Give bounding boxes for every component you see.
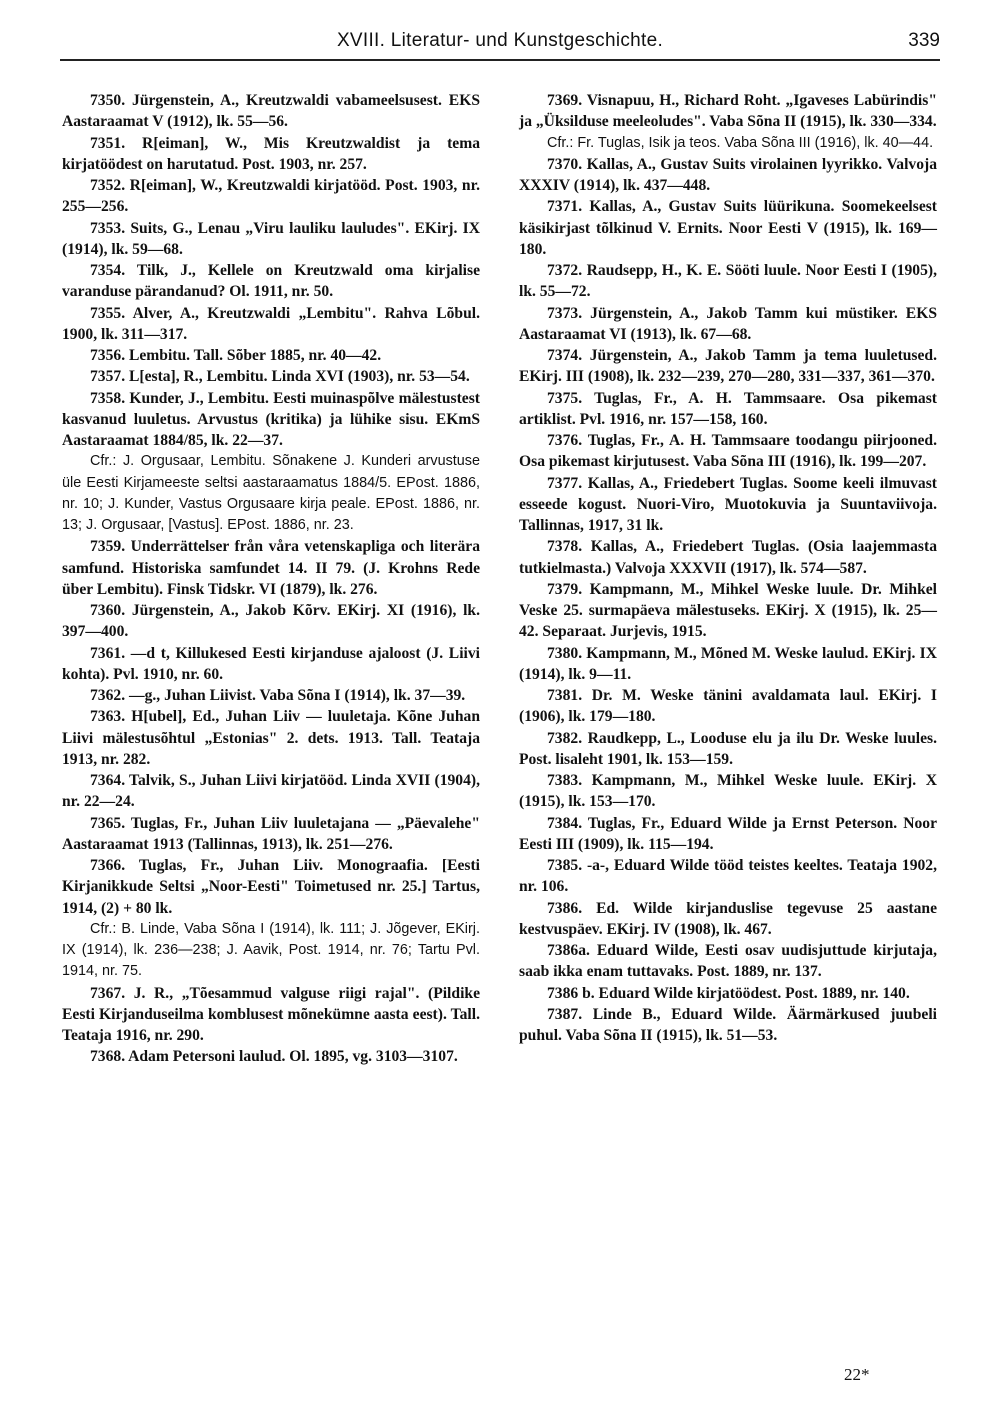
- bibliography-entry: 7386. Ed. Wilde kirjanduslise tegevuse 25 aastane kestvuspäev. EKirj. IV (1908), lk. 467.: [519, 899, 937, 938]
- bibliography-entry: 7374. Jürgenstein, A., Jakob Tamm ja tema luuletused. EKirj. III (1908), lk. 232—239, 270—280, 331—337, 361—370.: [519, 347, 937, 386]
- bibliography-entry: 7386 b. Eduard Wilde kirjatöödest. Post. 1889, nr. 140.: [547, 984, 910, 1002]
- bibliography-entry: 7383. Kampmann, M., Mihkel Weske luule. EKirj. X (1915), lk. 153—170.: [519, 772, 937, 811]
- bibliography-entry: 7360. Jürgenstein, A., Jakob Kõrv. EKirj. XI (1916), lk. 397—400.: [62, 602, 480, 641]
- bibliography-entry: 7385. -a-, Eduard Wilde tööd teistes keeltes. Teataja 1902, nr. 106.: [519, 857, 937, 896]
- bibliography-entry: 7373. Jürgenstein, A., Jakob Tamm kui müstiker. EKS Aastaraamat VI (1913), lk. 67—68.: [519, 304, 937, 343]
- bibliography-entry: 7380. Kampmann, M., Mõned M. Weske laulud. EKirj. IX (1914), lk. 9—11.: [519, 644, 937, 683]
- bibliography-entry: 7376. Tuglas, Fr., A. H. Tammsaare toodangu piirjooned. Osa pikemast kirjutusest. Vaba Sõna III (1916), lk. 199—207.: [519, 432, 937, 471]
- bibliography-entry: 7365. Tuglas, Fr., Juhan Liiv luuletajana — „Päevalehe" Aastaraamat 1913 (Tallinnas, 1913), lk. 251—276.: [62, 814, 480, 853]
- bibliography-entry: 7375. Tuglas, Fr., A. H. Tammsaare. Osa pikemast artiklist. Pvl. 1916, nr. 157—158, 160.: [519, 389, 937, 428]
- bibliography-entry: 7378. Kallas, A., Friedebert Tuglas. (Osia laajemmasta tutkielmasta.) Valvoja XXXVII (1917), lk. 574—587.: [519, 538, 937, 577]
- bibliography-entry: 7350. Jürgenstein, A., Kreutzwaldi vabameelsusest. EKS Aastaraamat V (1912), lk. 55—56.: [62, 92, 480, 131]
- header-rule: [60, 59, 940, 61]
- bibliography-entry: 7358. Kunder, J., Lembitu. Eesti muinaspõlve mälestustest kasvanud luuletus. Arvustus (kritika) ja lühike sisu. EKmS Aastaraamat 1884/85, lk. 22—37.: [62, 389, 480, 449]
- page-header: [60, 26, 940, 58]
- bibliography-entry: 7356. Lembitu. Tall. Sõber 1885, nr. 40—42.: [90, 347, 382, 364]
- bibliography-entry: 7386a. Eduard Wilde, Eesti osav uudisjuttude kirjutaja, saab ikka enam tuttavaks. Post. 1889, nr. 137.: [519, 942, 937, 981]
- bibliography-entry: 7357. L[esta], R., Lembitu. Linda XVI (1903), nr. 53—54.: [90, 368, 470, 386]
- bibliography-entry: 7366. Tuglas, Fr., Juhan Liiv. Monograafia. [Eesti Kirjanikkude Seltsi „Noor-Eesti" Toimetused nr. 25.] Tartus, 1914, (2) + 80 lk.: [62, 857, 480, 917]
- bibliography-entry: 7352. R[eiman], W., Kreutzwaldi kirjatööd. Post. 1903, nr. 255—256.: [62, 177, 480, 216]
- bibliography-entry: 7361. —d t, Killukesed Eesti kirjanduse ajaloost (J. Liivi kohta). Pvl. 1910, nr. 60.: [62, 644, 480, 683]
- bibliography-entry: 7364. Talvik, S., Juhan Liivi kirjatööd. Linda XVII (1904), nr. 22—24.: [62, 772, 480, 811]
- bibliography-entry: 7384. Tuglas, Fr., Eduard Wilde ja Ernst Peterson. Noor Eesti III (1909), lk. 115—194.: [519, 814, 937, 853]
- bibliography-entry: 7368. Adam Petersoni laulud. Ol. 1895, vg. 3103—3107.: [90, 1048, 458, 1066]
- bibliography-entry: 7353. Suits, G., Lenau „Viru lauliku lauludes". EKirj. IX (1914), lk. 59—68.: [62, 219, 480, 258]
- page-number: 339: [908, 30, 940, 51]
- cross-reference-note: Cfr.: J. Orgusaar, Lembitu. Sõnakene J. Kunderi arvustuse üle Eesti Kirjameeste seltsi aastaraamatus 1884/5. EPost. 1886, nr. 10; J. Kunder, Vastus Orgusaare kirja peale. EPost. 1886, nr. 13; J. Orgusaar, [Vastus]. EPost. 1886, nr. 23.: [62, 453, 480, 533]
- bibliography-entry: 7377. Kallas, A., Friedebert Tuglas. Soome keeli ilmuvast esseede kogust. Nuori-Viro, Muotokuvia ja Suuntaviivoja. Tallinnas, 1917, 31 lk.: [519, 474, 937, 534]
- bibliography-entry: 7363. H[ubel], Ed., Juhan Liiv — luuletaja. Kõne Juhan Liivi mälestusõhtul „Estonias" 2. dets. 1913. Tall. Teataja 1913, nr. 282.: [62, 708, 480, 768]
- left-column: [62, 90, 480, 1068]
- right-column: [519, 90, 937, 1046]
- bibliography-entry: 7354. Tilk, J., Kellele on Kreutzwald oma kirjalise varanduse pärandanud? Ol. 1911, nr. 50.: [62, 262, 480, 301]
- bibliography-entry: 7379. Kampmann, M., Mihkel Weske luule. Dr. Mihkel Veske 25. surmapäeva mälestuseks. EKirj. X (1915), lk. 25—42. Separaat. Jurjevis, 1915.: [519, 580, 937, 641]
- cross-reference-note: Cfr.: B. Linde, Vaba Sõna I (1914), lk. 111; J. Jõgever, EKirj. IX (1914), lk. 236—238; J. Aavik, Post. 1914, nr. 76; Tartu Pvl. 1914, nr. 75.: [62, 920, 480, 980]
- bibliography-entry: 7351. R[eiman], W., Mis Kreutzwaldist ja tema kirjatöödest on harutatud. Post. 1903, nr. 257.: [62, 134, 480, 173]
- bibliography-entry: 7381. Dr. M. Weske tänini avaldamata laul. EKirj. I (1906), lk. 179—180.: [519, 687, 937, 726]
- bibliography-entry: 7387. Linde B., Eduard Wilde. Äärmärkused juubeli puhul. Vaba Sõna II (1915), lk. 51—53.: [519, 1005, 937, 1044]
- bibliography-entry: 7370. Kallas, A., Gustav Suits virolainen lyyrikko. Valvoja XXXIV (1914), lk. 437—448.: [519, 155, 937, 194]
- bibliography-entry: 7355. Alver, A., Kreutzwaldi „Lembitu". Rahva Lõbul. 1900, lk. 311—317.: [62, 304, 480, 343]
- bibliography-entry: 7367. J. R., „Tõesammud valguse riigi rajal". (Pildike Eesti Kirjanduseilma komblusest mõnekümne aasta eest). Tall. Teataja 1916, nr. 290.: [62, 984, 480, 1044]
- bibliography-entry: 7382. Raudkepp, L., Looduse elu ja ilu Dr. Weske luules. Post. lisaleht 1901, lk. 153—159.: [519, 729, 937, 768]
- bibliography-entry: 7369. Visnapuu, H., Richard Roht. „Igaveses Labürindis" ja „Üksilduse meeleoludes". Vaba Sõna II (1915), lk. 330—334.: [519, 92, 937, 131]
- cross-reference-note: Cfr.: Fr. Tuglas, Isik ja teos. Vaba Sõna III (1916), lk. 40—44.: [547, 134, 934, 151]
- bibliography-entry: 7362. —g., Juhan Liivist. Vaba Sõna I (1914), lk. 37—39.: [90, 687, 466, 704]
- bibliography-entry: 7359. Underrättelser från våra vetenskapliga och literära samfund. Historiska samfundet 14. II 79. (J. Krohns Rede über Lembitu). Finsk Tidskr. VI (1879), lk. 276.: [62, 538, 480, 598]
- bibliography-entry: 7372. Raudsepp, H., K. E. Sööti luule. Noor Eesti I (1905), lk. 55—72.: [519, 262, 937, 301]
- running-head-title: XVIII. Literatur- und Kunstgeschichte.: [336, 30, 664, 51]
- bibliography-entry: 7371. Kallas, A., Gustav Suits lüürikuna. Soomekeelsest käsikirjast tõlkinud V. Ernits. Noor Eesti V (1915), lk. 169—180.: [519, 198, 937, 258]
- signature-mark: 22*: [844, 1365, 870, 1384]
